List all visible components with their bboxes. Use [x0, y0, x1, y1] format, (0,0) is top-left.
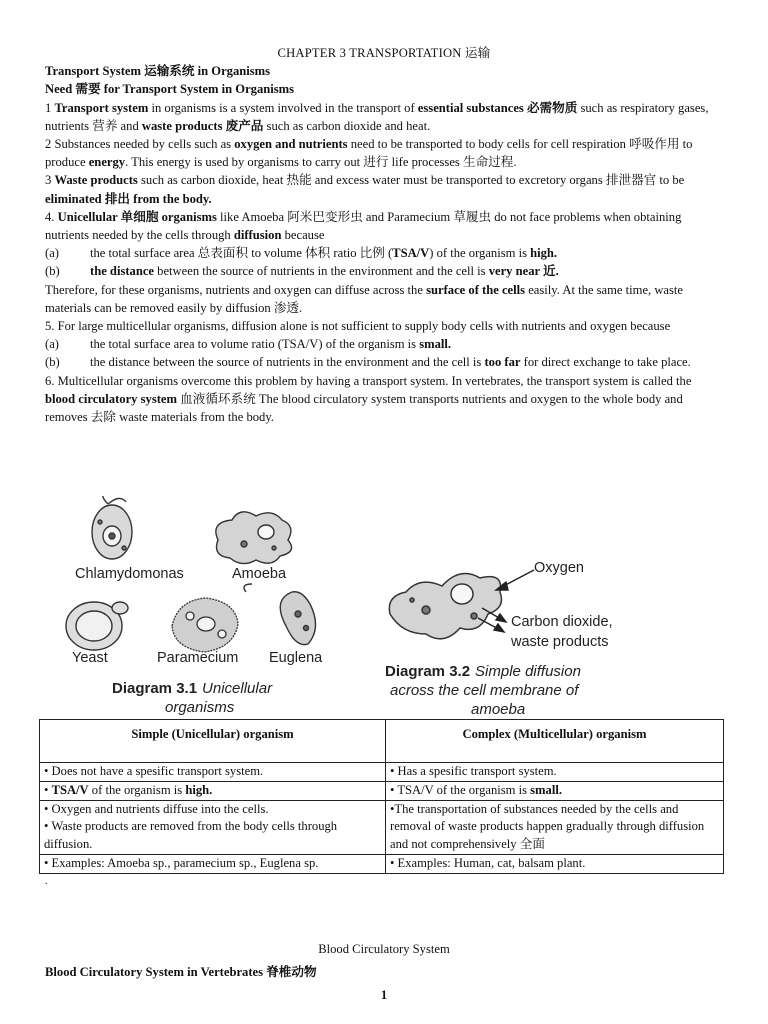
table-row [40, 800, 724, 854]
table-cell: • Examples: Amoeba sp., paramecium sp., Euglena sp. [40, 854, 386, 873]
figures-area [60, 496, 680, 718]
amoeba-small-illustration [216, 512, 292, 564]
table-row [40, 854, 724, 873]
label-chlamydomonas: Chlamydomonas [75, 566, 184, 582]
label-amoeba: Amoeba [232, 566, 287, 582]
page-number: 1 [380, 988, 388, 1002]
paragraph-3: 3 Waste products such as carbon dioxide, heat 热能 and excess water must be transported to excretory organs 排泄器官 to be eliminated 排出 from the body. [45, 173, 685, 206]
comparison-table [39, 719, 724, 874]
paragraph-4c: Therefore, for these organisms, nutrients and oxygen can diffuse across the surface of the cells easily. At the same time, waste materials can be removed easily by diffusion 渗透. [45, 282, 684, 315]
document-body [45, 44, 723, 426]
table-cell: •The transportation of substances needed by the cells and removal of waste products happen gradually through diffusion and not comprehensively 全面 [386, 800, 724, 854]
heading-need: Need 需要 for Transport System in Organisms [45, 82, 295, 97]
oxygen-arrow [496, 570, 534, 590]
table-cell: • Has a spesific transport system. [386, 763, 724, 782]
paragraph-1: 1 Transport system in organisms is a system involved in the transport of essential substances 必需物质 such as respiratory gases, nutrients 营养 and waste products 废产品 such as carbon dioxide and heat. [45, 100, 709, 133]
paragraph-4b: (b) the distance between the source of nutrients in the environment and the cell is very near 近. [45, 264, 559, 279]
table-row [40, 763, 724, 782]
euglena-illustration [244, 584, 316, 645]
chapter-title: CHAPTER 3 TRANSPORTATION 运输 [277, 46, 491, 60]
paragraph-4: 4. Unicellular 单细胞 organisms like Amoeba 阿米巴变形虫 and Paramecium 草履虫 do not face problems when obtaining nutrients needed by the cells through diffusion because [45, 209, 682, 243]
stray-dot: . [45, 876, 48, 887]
amoeba-large-illustration [389, 574, 501, 639]
caption-diagram-3-2-line2: across the cell membrane of [390, 682, 579, 699]
table-cell: • Oxygen and nutrients diffuse into the cells. • Waste products are removed from the body cells through diffusion. [40, 800, 386, 854]
heading-transport-system: Transport System 运输系统 in Organisms [45, 64, 271, 79]
paragraph-5a: (a) the total surface area to volume ratio (TSA/V) of the organism is small. [45, 337, 452, 352]
header-simple: Simple (Unicellular) organism [40, 720, 386, 763]
table-cell: • Examples: Human, cat, balsam plant. [386, 854, 724, 873]
subsection-heading: Blood Circulatory System in Vertebrates 脊椎动物 [45, 965, 317, 979]
paragraph-4a: (a) the total surface area 总表面积 to volume 体积 ratio 比例 (TSA/V) of the organism is high. [45, 246, 558, 261]
table-header-row [40, 720, 724, 763]
caption-diagram-3-1: Diagram 3.1 Unicellular [112, 680, 273, 697]
label-yeast: Yeast [72, 650, 108, 666]
caption-diagram-3-1-line2: organisms [165, 699, 235, 716]
label-waste-products: waste products [511, 634, 609, 650]
caption-diagram-3-2-line3: amoeba [471, 701, 526, 718]
table-row [40, 781, 724, 800]
table-cell: • TSA/V of the organism is small. [386, 781, 724, 800]
label-euglena: Euglena [269, 650, 323, 666]
paramecium-illustration [172, 598, 238, 652]
caption-diagram-3-2: Diagram 3.2 Simple diffusion [385, 663, 581, 680]
paragraph-2: 2 Substances needed by cells such as oxygen and nutrients need to be transported to body cells for cell respiration 呼吸作用 to produce energy. This energy is used by organisms to carry out 进行 life processes 生命过程. [45, 137, 693, 170]
label-co2: Carbon dioxide, [511, 614, 613, 630]
label-oxygen: Oxygen [534, 560, 584, 576]
yeast-illustration [66, 602, 128, 650]
paragraph-5: 5. For large multicellular organisms, diffusion alone is not sufficient to supply body cells with nutrients and oxygen because [45, 319, 671, 334]
section-heading: Blood Circulatory System [318, 942, 450, 956]
paragraph-5b: (b) the distance between the source of nutrients in the environment and the cell is too far for direct exchange to take place. [45, 355, 691, 370]
table-cell: • Does not have a spesific transport system. [40, 763, 386, 782]
chlamydomonas-illustration [92, 496, 132, 559]
paragraph-6: 6. Multicellular organisms overcome this problem by having a transport system. In vertebrates, the transport system is called the blood circulatory system 血液循环系统 The blood circulatory system transports nutrients and oxygen to the whole body and removes 去除 waste materials from the body. [45, 373, 692, 425]
label-paramecium: Paramecium [157, 650, 239, 666]
header-complex: Complex (Multicellular) organism [386, 720, 724, 763]
diagrams-illustration [60, 496, 680, 718]
table-cell: • TSA/V of the organism is high. [40, 781, 386, 800]
